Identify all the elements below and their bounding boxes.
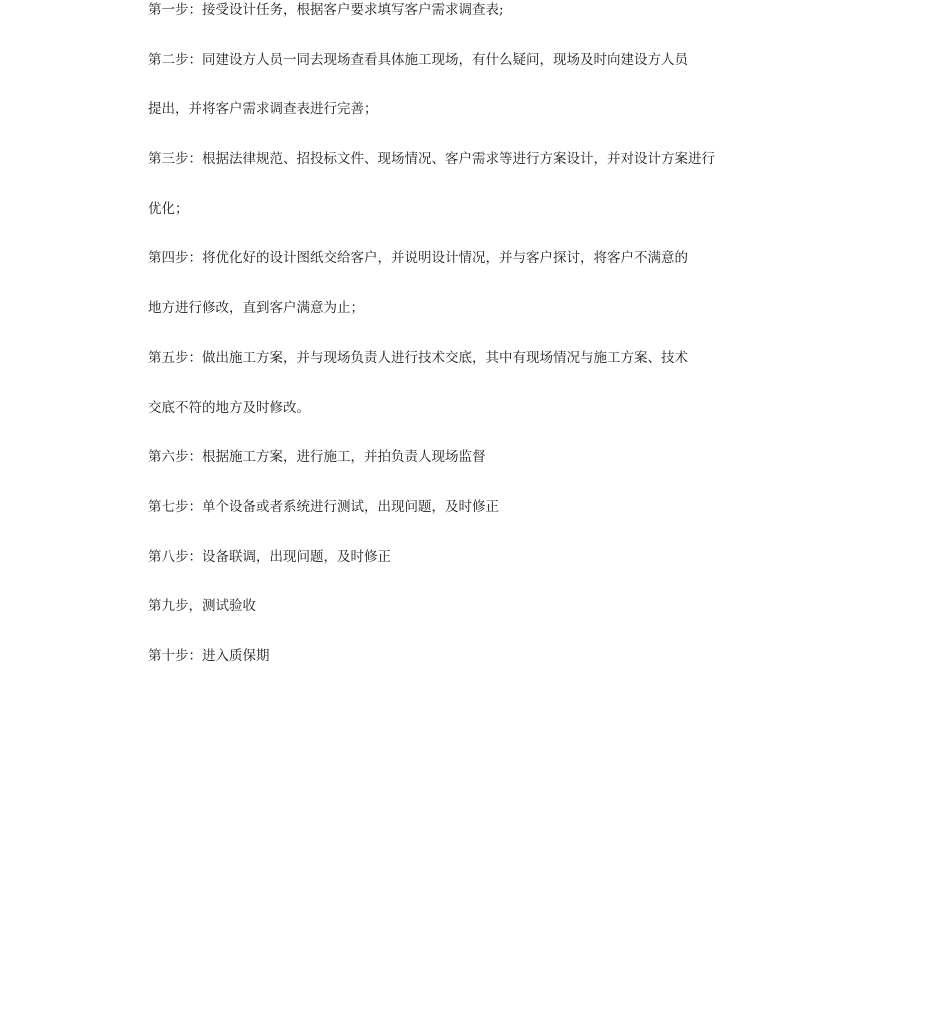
step-10-line: 第十步：进入质保期 bbox=[148, 647, 270, 664]
step-3-continuation: 优化； bbox=[148, 200, 189, 217]
step-3-line: 第三步：根据法律规范、招投标文件、现场情况、客户需求等进行方案设计，并对设计方案进行 bbox=[148, 151, 715, 168]
step-2-line: 第二步：同建设方人员一同去现场查看具体施工现场，有什么疑问，现场及时向建设方人员 bbox=[148, 51, 688, 68]
step-5-line: 第五步：做出施工方案，并与现场负责人进行技术交底，其中有现场情况与施工方案、技术 bbox=[148, 349, 688, 366]
step-6-line: 第六步：根据施工方案，进行施工，并拍负责人现场监督 bbox=[148, 449, 486, 466]
step-5-continuation: 交底不符的地方及时修改。 bbox=[148, 399, 310, 416]
step-8-line: 第八步：设备联调，出现问题，及时修正 bbox=[148, 548, 391, 565]
step-9-line: 第九步，测试验收 bbox=[148, 598, 256, 615]
step-1-line: 第一步：接受设计任务，根据客户要求填写客户需求调查表; bbox=[148, 2, 504, 18]
step-2-continuation: 提出，并将客户需求调查表进行完善； bbox=[148, 101, 378, 118]
step-7-line: 第七步：单个设备或者系统进行测试，出现问题，及时修正 bbox=[148, 498, 499, 515]
step-4-line: 第四步：将优化好的设计图纸交给客户，并说明设计情况，并与客户探讨，将客户不满意的 bbox=[148, 250, 688, 267]
procedure-steps bbox=[148, 0, 788, 696]
step-4-continuation: 地方进行修改，直到客户满意为止； bbox=[148, 300, 364, 317]
